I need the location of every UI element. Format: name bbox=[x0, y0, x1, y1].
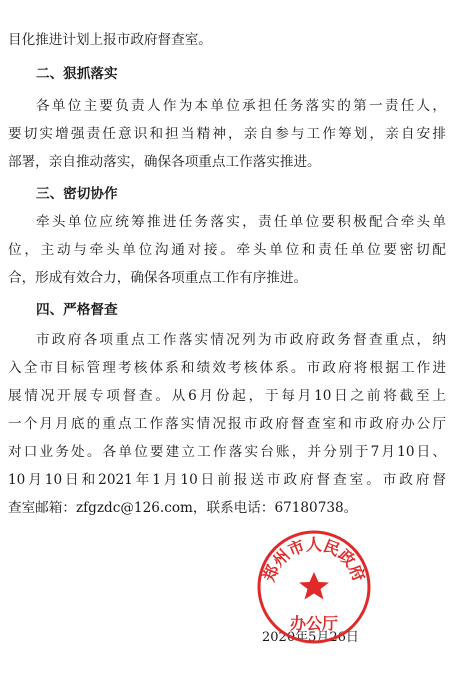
text-line-13: 展情况开展专项督查。从6月份起，于每月10日之前将截至上 bbox=[8, 388, 446, 404]
text-line-11: 市政府各项重点工作落实情况列为市政府政务督查重点，纳 bbox=[36, 332, 446, 348]
text-line-7: 牵头单位应统筹推进任务落实，责任单位要积极配合牵头单 bbox=[36, 214, 446, 230]
text-line-9: 合，形成有效合力，确保各项重点工作有序推进。 bbox=[8, 270, 308, 286]
section-heading-2: 二、狠抓落实 bbox=[36, 66, 118, 82]
text-line-17: 查室邮箱：zfgzdc@126.com，联系电话：67180738。 bbox=[8, 500, 358, 516]
text-line-4: 要切实增强责任意识和担当精神，亲自参与工作筹划，亲自安排 bbox=[8, 126, 446, 142]
text-line-16: 10月10日和2021年1月10日前报送市政府督查室。市政府督 bbox=[8, 472, 446, 488]
text-line-14: 一个月月底的重点工作落实情况报市政府督查室和市政府办公厅 bbox=[8, 416, 446, 432]
document-date: 2020年5月26日 bbox=[262, 630, 359, 645]
text-line-8: 位，主动与牵头单位沟通对接。牵头单位和责任单位要密切配 bbox=[8, 242, 446, 258]
section-heading-3: 三、密切协作 bbox=[36, 186, 118, 202]
text-line-15: 对口业务处。各单位要建立工作落实台账，并分别于7月10日、 bbox=[8, 444, 446, 460]
seal-star-icon bbox=[299, 572, 329, 600]
text-line-1: 目化推进计划上报市政府督查室。 bbox=[8, 32, 212, 48]
seal-text: 郑州市人民政府 bbox=[259, 535, 369, 585]
text-line-5: 部署，亲自推动落实，确保各项重点工作落实推进。 bbox=[8, 154, 321, 170]
official-seal bbox=[255, 528, 373, 646]
section-heading-4: 四、严格督查 bbox=[36, 302, 118, 318]
text-line-12: 入全市目标管理考核体系和绩效考核体系。市政府将根据工作进 bbox=[8, 360, 446, 376]
seal-bottom-text: 办公厅 bbox=[289, 614, 339, 633]
text-line-3: 各单位主要负责人作为本单位承担任务落实的第一责任人， bbox=[36, 98, 446, 114]
